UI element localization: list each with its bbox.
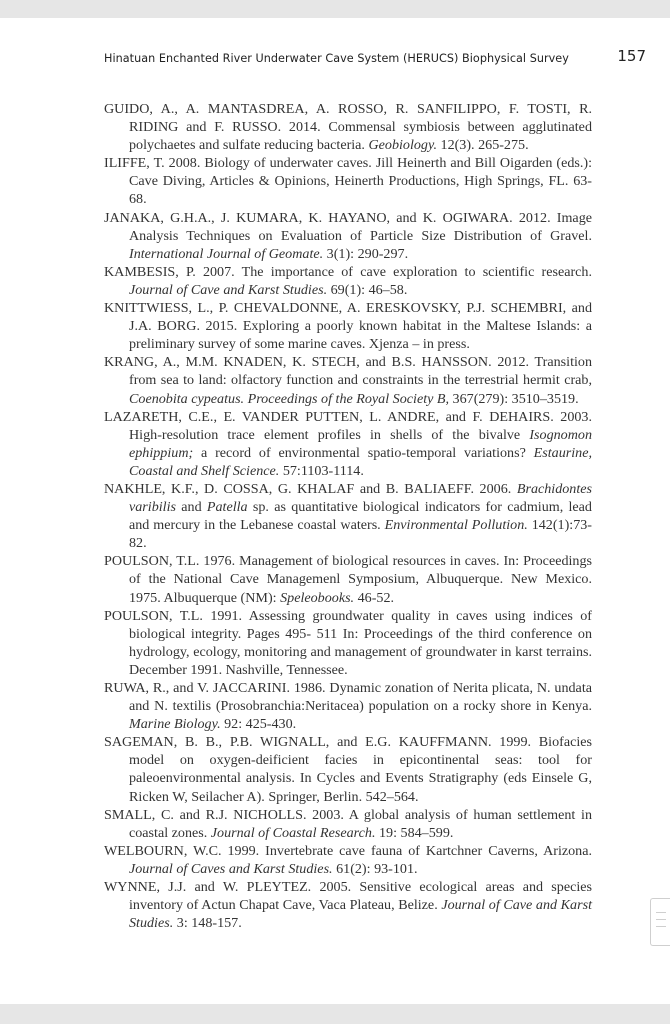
reference-text: KNITTWIESS, L., P. CHEVALDONNE, A. ERESKOVSKY, P.J. SCHEMBRI, and J.A. BORG. 2015. Exploring a poorly known habitat in the Maltese Islands: a preliminary survey of some marine caves. Xjenza – in press.: [104, 300, 592, 353]
reference-italic-text: Patella: [206, 499, 248, 516]
reference-text: 46-52.: [354, 589, 395, 606]
reference-italic-text: Speleobooks.: [280, 589, 355, 606]
reference-text: and: [175, 499, 207, 516]
reference-text: 61(2): 93-101.: [332, 860, 418, 877]
reference-text: 69(1): 46–58.: [327, 281, 408, 298]
reference-entry: [104, 733, 592, 805]
reference-italic-text: Journal of Caves and Karst Studies.: [129, 860, 333, 877]
reference-list: [104, 100, 592, 932]
page-number: 157: [617, 47, 646, 65]
reference-text: KAMBESIS, P. 2007. The importance of cave exploration to scientific research.: [104, 263, 592, 280]
reference-text: LAZARETH, C.E., E. VANDER PUTTEN, L. ANDRE, and F. DEHAIRS. 2003. High-resolution trace element profiles in shells of the bivalve: [104, 408, 592, 443]
document-page: [0, 18, 670, 1004]
reference-entry: [104, 607, 592, 679]
reference-entry: [104, 806, 592, 842]
reference-text: 12(3). 265-275.: [437, 137, 529, 154]
reference-italic-text: Coenobita cypeatus. Proceedings of the Royal Society B,: [129, 390, 450, 407]
page-menu-tab-icon[interactable]: [650, 898, 670, 946]
reference-italic-text: Marine Biology.: [129, 716, 221, 733]
reference-entry: [104, 209, 592, 263]
reference-italic-text: International Journal of Geomate.: [129, 245, 324, 262]
reference-text: WYNNE, J.J. and W. PLEYTEZ. 2005. Sensitive ecological areas and species inventory of Actun Chapat Cave, Vaca Plateau, Belize.: [104, 879, 592, 914]
reference-text: JANAKA, G.H.A., J. KUMARA, K. HAYANO, and K. OGIWARA. 2012. Image Analysis Techniques on Evaluation of Particle Size Distribution of Gravel.: [104, 209, 592, 244]
reference-text: 367(279): 3510–3519.: [449, 390, 579, 407]
reference-text: 57:1103-1114.: [279, 462, 364, 479]
reference-italic-text: Geobiology.: [368, 137, 437, 154]
reference-text: SAGEMAN, B. B., P.B. WIGNALL, and E.G. KAUFFMANN. 1999. Biofacies model on oxygen-deificient facies in epicontinental seas: tool for paleoenvironmental analysis. In Cycles and Events Stratigraphy (eds Einsele G, Ricken W, Seilacher A). Springer, Berlin. 542–564.: [104, 734, 592, 805]
reference-entry: [104, 353, 592, 407]
reference-text: KRANG, A., M.M. KNADEN, K. STECH, and B.S. HANSSON. 2012. Transition from sea to land: olfactory function and constraints in the terrestrial hermit crab,: [104, 354, 592, 389]
reference-italic-text: Journal of Cave and Karst Studies.: [129, 897, 592, 932]
reference-entry: [104, 552, 592, 606]
reference-text: RUWA, R., and V. JACCARINI. 1986. Dynamic zonation of Nerita plicata, N. undata and N. textilis (Prosobranchia:Neritacea) population on a rocky shore in Kenya.: [104, 680, 592, 715]
reference-text: POULSON, T.L. 1991. Assessing groundwater quality in caves using indices of biological integrity. Pages 495- 511 In: Proceedings of the third conference on hydrology, ecology, monitoring and management of groundwater in karst terrains. December 1991. Nashville, Tennessee.: [104, 607, 592, 678]
running-header-title: Hinatuan Enchanted River Underwater Cave System (HERUCS) Biophysical Survey: [104, 52, 569, 65]
reference-entry: [104, 154, 592, 208]
reference-entry: [104, 299, 592, 353]
reference-italic-text: Brachidontes varibilis: [129, 480, 592, 516]
reference-italic-text: Journal of Cave and Karst Studies.: [129, 281, 328, 298]
reference-italic-text: Estaurine, Coastal and Shelf Science.: [129, 444, 592, 479]
reference-italic-text: Isognomon ephippium;: [129, 426, 592, 461]
reference-entry: [104, 100, 592, 154]
reference-entry: [104, 878, 592, 932]
reference-text: sp. as quantitative biological indicators for cadmium, lead and mercury in the Lebanese coastal waters.: [129, 499, 592, 534]
reference-text: 3(1): 290-297.: [323, 245, 409, 262]
reference-text: SMALL, C. and R.J. NICHOLLS. 2003. A global analysis of human settlement in coastal zones.: [104, 806, 592, 841]
reference-text: POULSON, T.L. 1976. Management of biological resources in caves. In: Proceedings of the National Cave Managemenl Symposium, Albuquerque. New Mexico. 1975. Albuquerque (NM):: [104, 553, 592, 606]
reference-entry: [104, 679, 592, 733]
reference-entry: [104, 263, 592, 299]
reference-text: a record of environmental spatio-temporal variations?: [193, 444, 534, 461]
reference-text: GUIDO, A., A. MANTASDREA, A. ROSSO, R. SANFILIPPO, F. TOSTI, R. RIDING and F. RUSSO. 2014. Commensal symbiosis between agglutinated polychaetes and sulfate reducing bacteria.: [104, 101, 592, 154]
reference-text: 92: 425-430.: [220, 716, 297, 733]
reference-text: NAKHLE, K.F., D. COSSA, G. KHALAF and B. BALIAEFF. 2006.: [104, 480, 517, 497]
reference-text: 19: 584–599.: [375, 824, 454, 841]
reference-text: 3: 148-157.: [173, 915, 242, 932]
reference-entry: [104, 480, 592, 552]
reference-text: ILIFFE, T. 2008. Biology of underwater caves. Jill Heinerth and Bill Oigarden (eds.): Cave Diving, Articles & Opinions, Heinerth Productions, High Springs, FL. 63-68.: [104, 155, 592, 208]
reference-entry: [104, 842, 592, 878]
reference-italic-text: Environmental Pollution.: [384, 517, 528, 534]
reference-entry: [104, 408, 592, 480]
reference-text: WELBOURN, W.C. 1999. Invertebrate cave fauna of Kartchner Caverns, Arizona.: [104, 842, 592, 859]
reference-text: 142(1):73-82.: [129, 517, 592, 552]
reference-italic-text: Journal of Coastal Research.: [210, 824, 376, 841]
